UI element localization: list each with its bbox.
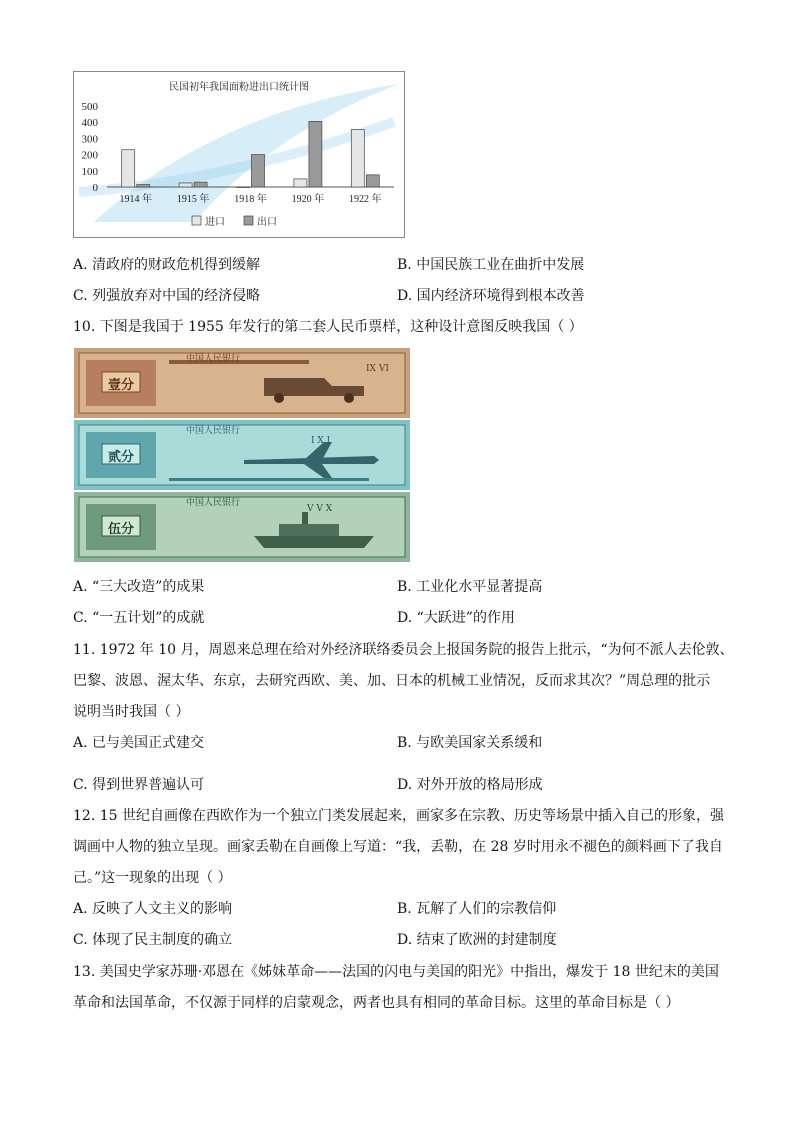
ship-hull-icon <box>254 536 374 548</box>
note-serial: V V X <box>307 504 333 514</box>
bar-import <box>237 187 250 188</box>
bar-import <box>351 129 364 187</box>
x-tick-label: 1914 年 <box>119 194 152 205</box>
x-tick-label: 1915 年 <box>176 194 210 205</box>
q11-option-a[interactable]: A. 已与美国正式建交 <box>73 735 205 751</box>
chart-canvas <box>74 72 404 237</box>
y-tick-label: 100 <box>81 165 98 178</box>
note-serial: I X I <box>311 436 331 446</box>
q13-stem-line-2: 革命和法国革命，不仅源于同样的启蒙观念，两者也具有相同的革命目标。这里的革命目标是（ ） <box>73 995 680 1011</box>
q10-option-b[interactable]: B. 工业化水平显著提高 <box>397 579 543 595</box>
banknote-five-fen <box>74 492 410 562</box>
y-tick-label: 200 <box>81 149 98 162</box>
x-tick-label: 1922 年 <box>349 194 382 205</box>
q12-stem-line-3: 己。”这一现象的出现（ ） <box>73 870 232 886</box>
q10-option-d[interactable]: D. “大跃进”的作用 <box>397 610 515 626</box>
q11-option-b[interactable]: B. 与欧美国家关系缓和 <box>397 735 543 751</box>
q9-option-d[interactable]: D. 国内经济环境得到根本改善 <box>397 288 585 304</box>
bar-import <box>294 179 307 187</box>
banknote-one-fen <box>74 348 410 418</box>
y-tick-label: 300 <box>81 133 98 146</box>
note-denomination: 壹分 <box>108 378 135 393</box>
q9-option-c[interactable]: C. 列强放弃对中国的经济侵略 <box>73 288 261 304</box>
note-header: 中国人民银行 <box>186 426 241 436</box>
q9-option-b[interactable]: B. 中国民族工业在曲折中发展 <box>397 257 585 273</box>
legend-label: 进口 <box>205 217 225 228</box>
note-denomination: 伍分 <box>108 522 135 537</box>
q12-stem-line-1: 12. 15 世纪自画像在西欧作为一个独立门类发展起来，画家多在宗教、历史等场景中插入自己的形象，强 <box>73 808 724 824</box>
q9-option-a[interactable]: A. 清政府的财政危机得到缓解 <box>73 257 261 273</box>
bar-import <box>122 150 135 187</box>
bar-export <box>309 121 322 187</box>
legend-label: 出口 <box>257 217 277 228</box>
y-tick-label: 500 <box>81 101 98 113</box>
q11-stem-line-3: 说明当时我国（ ） <box>73 704 190 720</box>
banknote-two-fen <box>74 420 410 490</box>
legend-swatch <box>244 216 253 225</box>
truck-wheel-icon <box>344 393 354 403</box>
note-header: 中国人民银行 <box>186 498 241 508</box>
q11-option-d[interactable]: D. 对外开放的格局形成 <box>397 777 543 793</box>
truck-wheel-icon <box>274 393 284 403</box>
import-export-bar-chart <box>73 71 405 238</box>
q12-option-c[interactable]: C. 体现了民主制度的确立 <box>73 932 233 948</box>
q10-option-c[interactable]: C. “一五计划”的成就 <box>73 610 205 626</box>
x-tick-label: 1918 年 <box>234 194 267 205</box>
ship-cabin-icon <box>279 524 339 536</box>
bar-import <box>179 183 192 187</box>
y-tick-label: 0 <box>92 182 98 194</box>
chart-title: 民国初年我国面粉进出口统计图 <box>169 82 309 93</box>
q10-stem: 10. 下图是我国于 1955 年发行的第二套人民币票样，这种设计意图反映我国（ ） <box>73 319 583 335</box>
q12-option-d[interactable]: D. 结束了欧洲的封建制度 <box>397 932 557 948</box>
q11-stem-line-2: 巴黎、波恩、渥太华、东京，去研究西欧、美、加、日本的机械工业情况，反而求其次？”周总理的批示 <box>73 673 711 689</box>
banknote-image <box>74 348 410 562</box>
y-tick-label: 400 <box>81 117 98 130</box>
x-tick-label: 1920 年 <box>291 194 325 205</box>
bar-export <box>194 182 207 187</box>
q11-option-c[interactable]: C. 得到世界普遍认可 <box>73 777 205 793</box>
legend-swatch <box>192 216 201 225</box>
note-denomination: 贰分 <box>108 450 135 465</box>
q10-option-a[interactable]: A. “三大改造”的成果 <box>73 579 205 595</box>
q11-stem-line-1: 11. 1972 年 10 月，周恩来总理在给对外经济联络委员会上报国务院的报告上批示，“为何不派人去伦敦、 <box>73 642 734 658</box>
note-header: 中国人民银行 <box>186 354 241 364</box>
q13-stem-line-1: 13. 美国史学家苏珊·邓恩在《姊妹革命——法国的闪电与美国的阳光》中指出，爆发于 18 世纪末的美国 <box>73 964 719 980</box>
q12-stem-line-2: 调画中人物的独立呈现。画家丢勒在自画像上写道：“我，丢勒，在 28 岁时用永不褪色的颜料画下了我自 <box>73 839 723 855</box>
note-serial: IX VI <box>366 364 389 374</box>
note-border-band <box>169 478 369 481</box>
bar-export <box>252 155 265 187</box>
bar-export <box>366 175 379 187</box>
q12-option-a[interactable]: A. 反映了人文主义的影响 <box>73 901 233 917</box>
q12-option-b[interactable]: B. 瓦解了人们的宗教信仰 <box>397 901 557 917</box>
bar-export <box>137 185 150 187</box>
